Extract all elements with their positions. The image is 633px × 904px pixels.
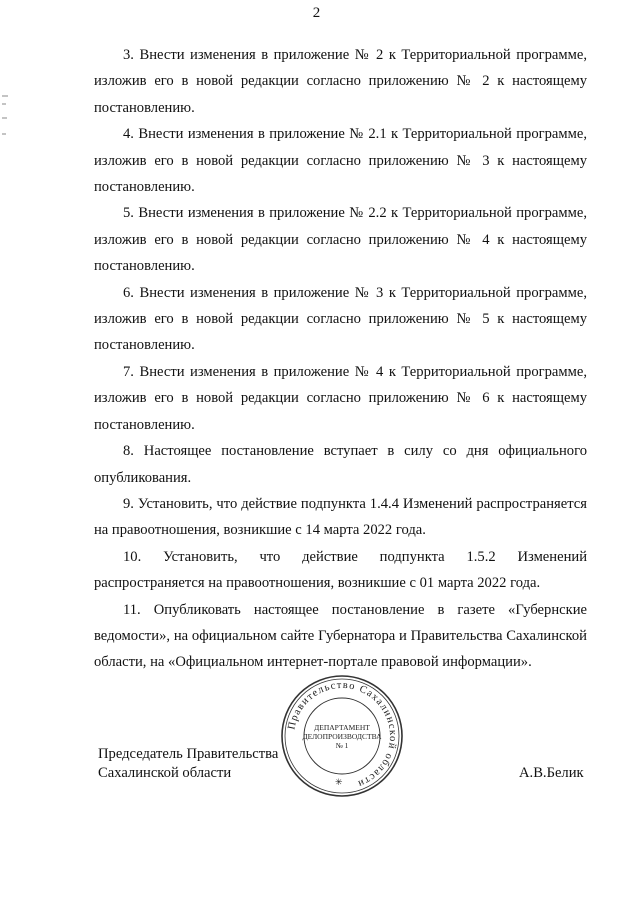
paragraph-11: 11. Опубликовать настоящее постановление в газете «Губернские ведомости», на официальном сайте Губернатора и Правительства Сахалинской области, на «Официальном интернет-портале правовой информации».	[94, 601, 587, 671]
paragraph-3: 3. Внести изменения в приложение № 2 к Территориальной программе, изложив его в новой редакции согласно приложению № 2 к настоящему постановлению.	[94, 47, 587, 116]
stamp-line-2: ДЕЛОПРОИЗВОДСТВА	[302, 731, 382, 741]
page-number: 2	[312, 5, 321, 21]
paragraph-6: 6. Внести изменения в приложение № 3 к Территориальной программе, изложив его в новой редакции согласно приложению № 5 к настоящему постановлению.	[94, 284, 587, 354]
paragraph-4: 4. Внести изменения в приложение № 2.1 к Территориальной программе, изложив его в новой редакции согласно приложению № 3 к настоящему постановлению.	[94, 126, 587, 196]
stamp-ring-text: Правительство Сахалинской области	[286, 679, 399, 790]
paragraph-5: 5. Внести изменения в приложение № 2.2 к Территориальной программе, изложив его в новой редакции согласно приложению № 4 к настоящему постановлению.	[94, 205, 587, 275]
stamp-line-3: № 1	[335, 740, 349, 750]
scan-margin-marks	[0, 0, 20, 200]
signer-title	[98, 745, 278, 783]
paragraph-10: 10. Установить, что действие подпункта 1.5.2 Изменений распространяется на правоотношения, возникшие с 01 марта 2022 года.	[94, 548, 587, 592]
stamp-center	[280, 674, 404, 798]
document-body	[94, 42, 587, 676]
stamp-line-1: ДЕПАРТАМЕНТ	[314, 722, 370, 732]
paragraph-8: 8. Настоящее постановление вступает в силу со дня официального опубликования.	[94, 443, 587, 486]
signer-name: А.В.Белик	[519, 765, 584, 781]
signer-title-line-2: Сахалинской области	[98, 765, 232, 781]
svg-text:✳: ✳	[335, 777, 343, 787]
paragraph-7: 7. Внести изменения в приложение № 4 к Территориальной программе, изложив его в новой редакции согласно приложению № 6 к настоящему постановлению.	[94, 363, 587, 433]
paragraph-9: 9. Установить, что действие подпункта 1.4.4 Изменений распространяется на правоотношения, возникшие с 14 марта 2022 года.	[94, 495, 587, 539]
official-seal-stamp	[280, 674, 404, 798]
signer-title-line-1: Председатель Правительства	[98, 746, 279, 762]
